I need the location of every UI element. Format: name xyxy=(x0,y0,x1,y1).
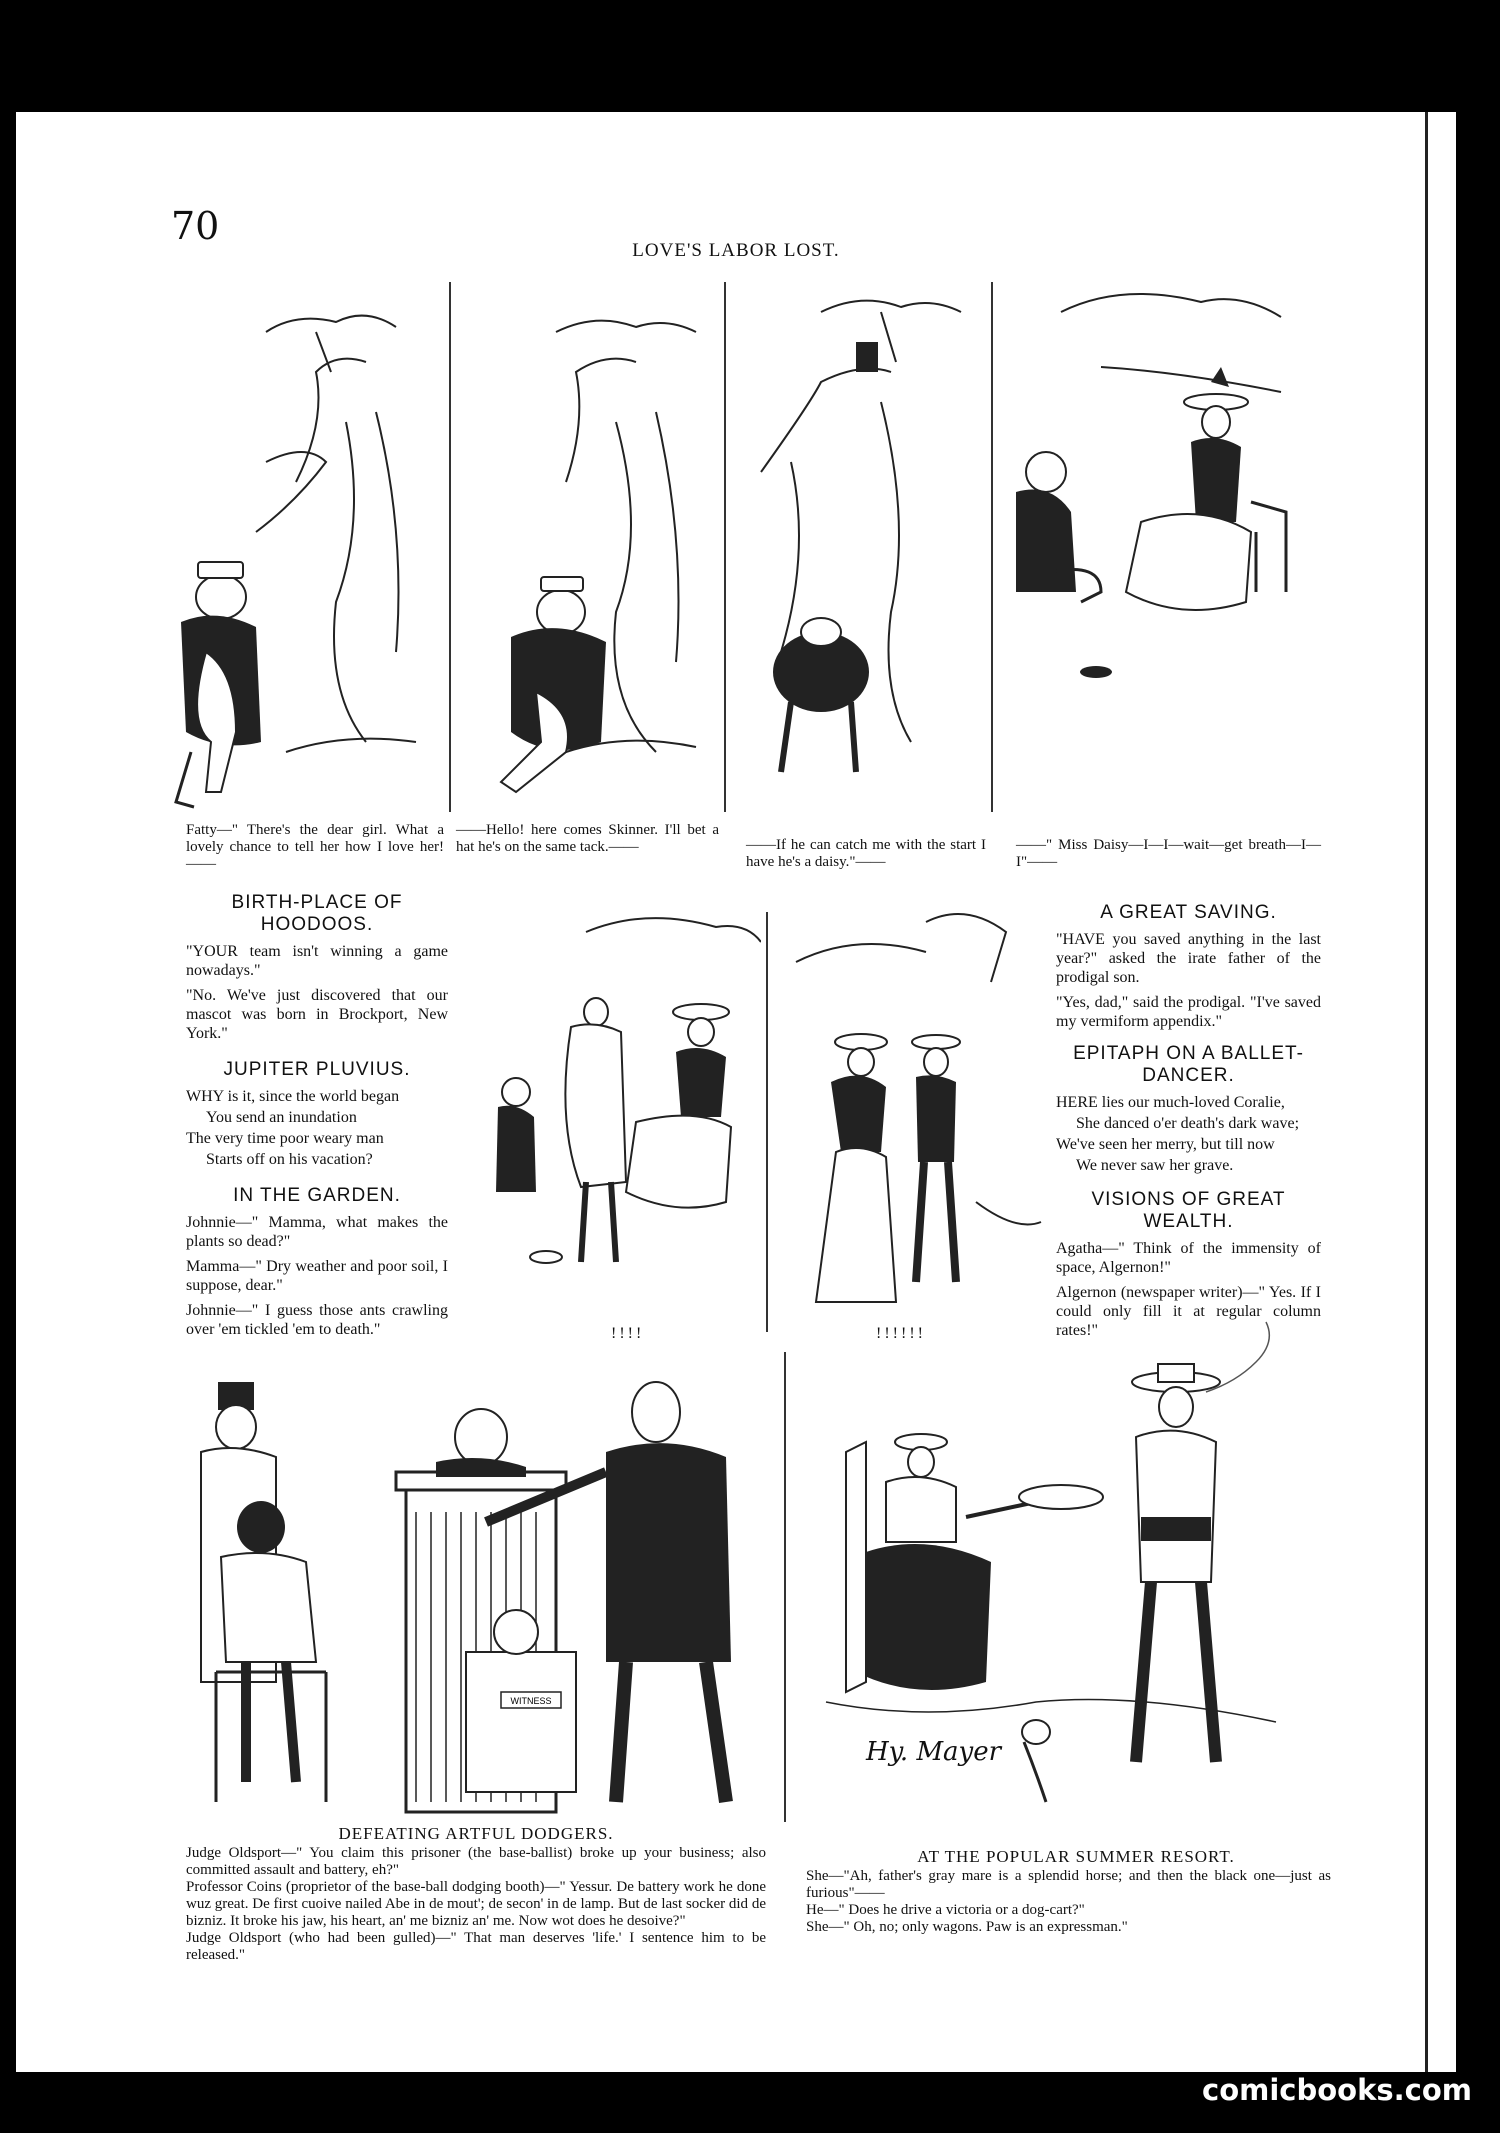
panel-divider xyxy=(766,912,768,1332)
judge-figure xyxy=(436,1409,526,1477)
lady-in-chair-figure xyxy=(846,1434,1103,1692)
fatty-figure xyxy=(176,562,261,807)
epitaph-line-1: HERE lies our much-loved Coralie, xyxy=(1056,1094,1285,1111)
panel-divider xyxy=(991,282,993,812)
court-illustration xyxy=(186,1362,766,1822)
court-drawing xyxy=(186,1362,766,1822)
fatty-back-figure xyxy=(773,618,869,772)
panel-divider xyxy=(449,282,451,812)
middle-panel-right xyxy=(776,902,1046,1322)
strip-caption-2: ——Hello! here comes Skinner. I'll bet a hat he's on the same tack.—— xyxy=(456,822,719,855)
court-paragraph-1: Judge Oldsport—" You claim this prisoner (the base-ballist) broke up your business; also committed assault and battery, eh?" xyxy=(186,1845,766,1878)
exclaim-caption-1: !!!! xyxy=(611,1325,645,1342)
birth-paragraph-2: "No. We've just discovered that our mascot was born in Brockport, New York." xyxy=(186,987,448,1042)
fatty-small-figure xyxy=(496,1078,536,1192)
visions-paragraph-1: Agatha—" Think of the immensity of space, Algernon!" xyxy=(1056,1240,1321,1276)
garden-paragraph-1: Johnnie—" Mamma, what makes the plants so dead?" xyxy=(186,1214,448,1250)
epitaph-line-4: We never saw her grave. xyxy=(1076,1157,1234,1174)
resort-paragraph-1: She—"Ah, father's gray mare is a splendid horse; and then the black one—just as furious"—— xyxy=(806,1868,1331,1901)
page-number: 70 xyxy=(171,204,220,248)
lady-small-figure xyxy=(856,342,878,372)
page-spine xyxy=(1425,112,1456,2072)
garden-paragraph-2: Mamma—" Dry weather and poor soil, I suppose, dear." xyxy=(186,1258,448,1294)
strip-panel-4 xyxy=(1001,272,1321,817)
resort-paragraph-2: He—" Does he drive a victoria or a dog-cart?" xyxy=(806,1902,1085,1918)
middle-left-illustration xyxy=(486,902,761,1322)
magazine-page xyxy=(16,112,1456,2072)
strip-panel-3 xyxy=(731,272,986,817)
gentleman-standing-figure xyxy=(1132,1322,1269,1762)
panel-divider xyxy=(724,282,726,812)
visions-paragraph-2: Algernon (newspaper writer)—" Yes. If I could only fill it at regular column rates!" xyxy=(1056,1284,1321,1339)
strip-caption-4: ——" Miss Daisy—I—I—wait—get breath—I—I"—— xyxy=(1016,837,1321,870)
garden-title: IN THE GARDEN. xyxy=(233,1185,401,1206)
watermark: comicbooks.com xyxy=(1202,2073,1472,2107)
saving-paragraph-2: "Yes, dad," said the prodigal. "I've saved my vermiform appendix." xyxy=(1056,994,1321,1030)
epitaph-title: EPITAPH ON A BALLET-DANCER. xyxy=(1073,1043,1304,1086)
jupiter-line-2: You send an inundation xyxy=(206,1109,357,1126)
daisy-seated-figure xyxy=(626,1004,731,1208)
panel-1-illustration xyxy=(166,272,441,817)
epitaph-line-2: She danced o'er death's dark wave; xyxy=(1076,1115,1300,1132)
birth-paragraph-1: "YOUR team isn't winning a game nowadays." xyxy=(186,943,448,979)
resort-text xyxy=(806,1868,1331,1936)
strip-caption-3: ——If he can catch me with the start I have he's a daisy."—— xyxy=(746,837,986,870)
right-text-column xyxy=(1056,902,1321,1346)
epitaph-line-3: We've seen her merry, but till now xyxy=(1056,1136,1275,1153)
artist-signature: Hy. Mayer xyxy=(866,1737,1002,1767)
jupiter-line-4: Starts off on his vacation? xyxy=(206,1151,373,1168)
middle-right-illustration xyxy=(776,902,1046,1322)
daisy-seated-figure xyxy=(1126,367,1286,610)
plate-icon xyxy=(1019,1485,1103,1509)
skinner-walking-figure xyxy=(912,1035,960,1282)
left-text-column xyxy=(186,892,448,1345)
panel-2-illustration xyxy=(456,272,716,817)
jupiter-title: JUPITER PLUVIUS. xyxy=(223,1059,411,1080)
middle-panel-left xyxy=(486,902,761,1322)
daisy-walking-figure xyxy=(816,1034,896,1302)
saving-paragraph-1: "HAVE you saved anything in the last year?" asked the irate father of the prodigal son. xyxy=(1056,931,1321,986)
saving-title: A GREAT SAVING. xyxy=(1100,902,1277,923)
strip-panel-2 xyxy=(456,272,716,817)
fatty-figure xyxy=(501,577,606,792)
bottom-divider xyxy=(784,1352,786,1822)
dropped-hat xyxy=(1080,666,1112,678)
exclaim-caption-2: !!!!!! xyxy=(876,1325,926,1342)
panel-4-illustration xyxy=(1001,272,1321,817)
court-title: DEFEATING ARTFUL DODGERS. xyxy=(338,1824,614,1843)
resort-title: AT THE POPULAR SUMMER RESORT. xyxy=(917,1847,1235,1866)
visions-title: VISIONS OF GREAT WEALTH. xyxy=(1091,1189,1286,1232)
resort-paragraph-3: She—" Oh, no; only wagons. Paw is an expressman." xyxy=(806,1919,1128,1935)
fatty-kneeling-figure xyxy=(1016,452,1101,602)
page-title: LOVE'S LABOR LOST. xyxy=(632,240,840,261)
strip-panel-1 xyxy=(166,272,441,817)
dropped-hat xyxy=(530,1251,562,1263)
witness-sign: WITNESS xyxy=(510,1696,552,1706)
jupiter-line-1: WHY is it, since the world began xyxy=(186,1088,400,1105)
strip-caption-1: Fatty—" There's the dear girl. What a lovely chance to tell her how I love her!—— xyxy=(186,822,444,872)
birth-title: BIRTH-PLACE OF HOODOOS. xyxy=(231,892,403,935)
skinner-figure xyxy=(565,998,626,1262)
small-dog-figure xyxy=(1022,1720,1050,1802)
garden-paragraph-3: Johnnie—" I guess those ants crawling over 'em tickled 'em to death." xyxy=(186,1302,448,1338)
panel-3-illustration xyxy=(731,272,986,817)
court-paragraph-3: Judge Oldsport (who had been gulled)—" That man deserves 'life.' I sentence him to be released." xyxy=(186,1930,766,1963)
court-text xyxy=(186,1845,766,1964)
jupiter-line-3: The very time poor weary man xyxy=(186,1130,384,1147)
court-paragraph-2: Professor Coins (proprietor of the base-ball dodging booth)—" Yessur. De battery work he done wuz great. De first cuoive nailed Abe in de mout'; de secon' in de lamp. But de last socker did de bizniz. It broke his jaw, his heart, an' me bizniz an' me. Now wot does he desoive?" xyxy=(186,1879,766,1929)
